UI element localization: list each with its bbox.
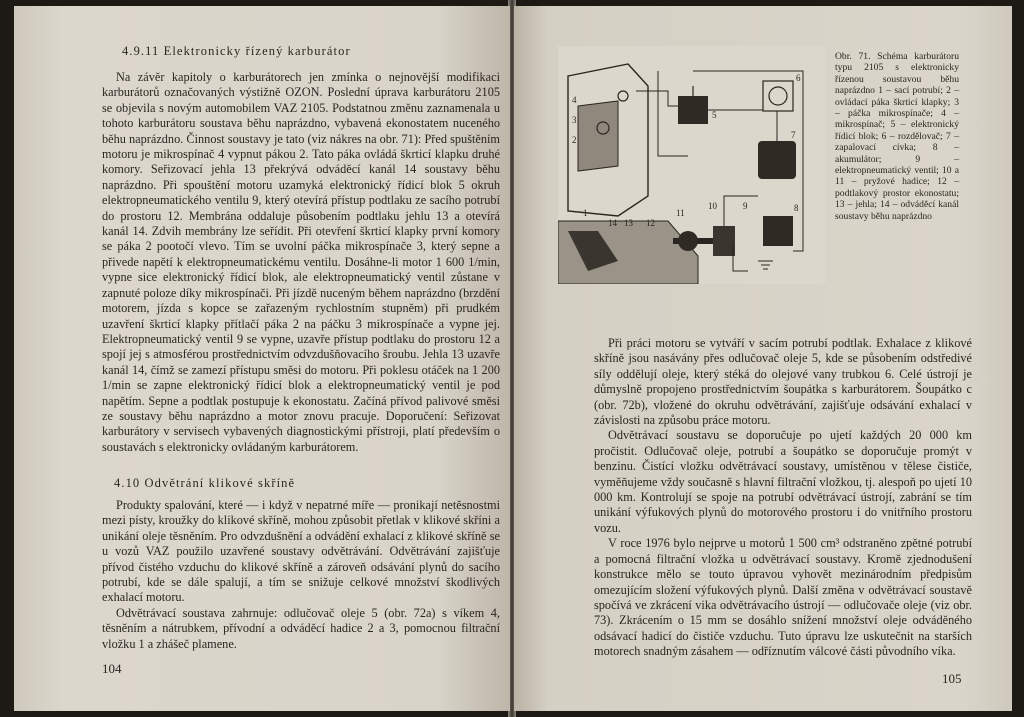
right-paragraph-1: Při práci motoru se vytváří v sacím potrubí podtlak. Exhalace z klikové skříně jsou nasávány přes odlučovač oleje 5, kde se působením odstředivé síly oddělují oleje, který stéká do olejové vany trubkou 6. Celé ústrojí je důmyslně propojeno prostřednictvím šoupátka s karburátorem. Šoupátko c (obr. 72b), vložené do okruhu odvětrávání, zajišťuje odsávání exhalací v závislosti na způsobu práce motoru. bbox=[594, 336, 972, 428]
figure-label-10: 10 bbox=[708, 201, 717, 211]
left-text-block-2 bbox=[102, 498, 500, 652]
left-text-block bbox=[102, 70, 500, 455]
figure-label-1: 1 bbox=[583, 208, 588, 218]
right-page-number: 105 bbox=[942, 671, 962, 686]
section-heading-4-9-11: 4.9.11 Elektronicky řízený karburátor bbox=[122, 44, 351, 58]
carburetor-schematic-figure bbox=[558, 46, 826, 284]
figure-label-5: 5 bbox=[712, 110, 717, 120]
figure-label-9: 9 bbox=[743, 201, 748, 211]
figure-label-8: 8 bbox=[794, 203, 799, 213]
right-page bbox=[514, 6, 1012, 711]
left-paragraph-3: Odvětrávací soustava zahrnuje: odlučovač oleje 5 (obr. 72a) s víkem 4, těsněním a nátrubkem, přívodní a odváděcí hadice 2 a 3, pomocnou filtrační vložku 1 a zhášeč plamene. bbox=[102, 605, 500, 651]
figure-label-4: 4 bbox=[572, 95, 577, 105]
left-page bbox=[14, 6, 510, 711]
figure-label-3: 3 bbox=[572, 115, 577, 125]
figure-label-13: 13 bbox=[624, 218, 633, 228]
figure-label-14: 14 bbox=[608, 218, 617, 228]
figure-label-6: 6 bbox=[796, 73, 801, 83]
left-paragraph-1: Na závěr kapitoly o karburátorech jen zmínka o nejnovější modifikaci karburátorů označovaných výstižně OZON. Poslední úprava karburátoru 2105 se objevila s novým automobilem VAZ 2105. Podstatnou změnu zaznamenala u tohoto karburátoru soustava běhu naprázdno, vybavená ekonostatem nuceného běhu naprázdno. Činnost soustavy je tato (viz nákres na obr. 71): Před spuštěním motoru je mikrospínač 4 vypnut pákou 2. Tato páka ovládá škrticí klapku druhé komory. Seřizovací jehla 13 překrývá odváděcí kanál 14 soustavy běhu naprázdno. Při spouštění motoru uzamyká elektronický řídicí blok 5 okruh elektropneumatického ventilu 9, který otevírá přístup podtlaku ze sacího potrubí do prostoru 12. Membrána oddaluje působením podtlaku jehlu 13 a otevírá kanál 14. Zdvih membrány lze seřídit. Při otevření škrticí klapky první komory se páka 2 pootočí vlevo. Tím se uvolní páčka mikrospínače 3, který sepne a přivede napětí k elektropneumatickému ventilu. Dosáhne-li motor 1 600 1/min, vypne sice elektronický řídicí blok, ale elektropneumatický ventil zůstane v zapnuté poloze díky mikrospínači. Při jízdě nuceným během naprázdno (brzdění motorem, jízda s kopce se zařazeným rychlostním stupněm) při prudkém uzavření škrticí klapky přítlačí páka 2 na páčku 3 mikrospínače a vypne jej. Elektropneumatický ventil 9 se vypne, uzavře přístup podtlaku do prostoru 12 a spojí jej s atmosférou prostřednictvím odvzdušňovacího šroubu. Jehla 13 uzavře kanál 14, čímž se zamezí přístupu směsi do motoru. Při poklesu otáček na 1 200 1/min se zapne elektronický řídicí blok a elektropneumatický ventil je pod napětím. Sepne a podtlak postupuje k ekonostatu. Začíná přívod palivové směsi ze soustavy běhu naprázdno a motor znovu pracuje. Doporučení: Seřizovat karburátory v servisech vybavených diagnostickými přístroji, platí především o soustavách s elektronicky ovládaným karburátorem. bbox=[102, 70, 500, 454]
right-text-block bbox=[594, 336, 972, 660]
right-paragraph-3: V roce 1976 bylo nejprve u motorů 1 500 cm³ odstraněno zpětné potrubí a pomocná filtrační vložka u odvětrávací soustavy. Kromě zjednodušení konstrukce mělo se touto úpravou vyhovět mezinárodním předpisům omezujícím složení výfukových plynů. Další změna v odvětrávací soustavě spočívá ve zkrácení vika odvětrávacího ústrojí — odlučovače oleje (viz obr. 73). Zkrácením o 15 mm se dosáhlo snížení množství oleje odváděného odsávací hadicí do čističe vzduchu. Tuto úpravu lze uskutečnit na starších motorech snadným zásahem — odříznutím válcové části původního víka. bbox=[594, 536, 972, 659]
figure-label-7: 7 bbox=[791, 130, 796, 140]
right-paragraph-2: Odvětrávací soustavu se doporučuje po ujetí každých 20 000 km pročistit. Odlučovač oleje, potrubí a šoupátko se doporučuje promýt v benzinu. Čistící vložku odvětrávací soustavy, umístěnou v tělese čističe, vyměňujeme vždy současně s hlavní filtrační vložkou, tj. alespoň po ujetí 10 000 km. Kontrolují se spoje na potrubí odvětrávací ústrojí, zabrání se tím unikání výfukových plynů do motorového prostoru i do vnitřního prostoru vozu. bbox=[594, 428, 972, 535]
section-heading-4-10: 4.10 Odvětrání klikové skříně bbox=[114, 476, 296, 490]
left-page-number: 104 bbox=[102, 661, 122, 676]
figure-caption: Obr. 71. Schéma karburátoru typu 2105 s elektronicky řízenou soustavou běhu naprázdno 1 – sací potrubí; 2 – ovládací páka škrticí klapky; 3 – páčka mikrospínače; 4 – mikrospínač; 5 – elektronický řídicí blok; 6 – rozdělovač; 7 – zapalovací cívka; 8 – akumulátor; 9 – elektropneumatický ventil; 10 a 11 – pryžové hadice; 12 – podtlakový prostor ekonostatu; 13 – jehla; 14 – odváděcí kanál soustavy běhu naprázdno bbox=[835, 51, 959, 222]
figure-label-12: 12 bbox=[646, 218, 655, 228]
figure-label-11: 11 bbox=[676, 208, 685, 218]
left-paragraph-2: Produkty spalování, které — i když v nepatrné míře — pronikají netěsnostmi mezi písty, kroužky do klikové skříně, mohou způsobit přetlak v klikové skříni a unikání oleje těsněním. Pro odvzdušnění a odvádění exhalací z klikové skříně se u vozů VAZ použilo uzavřené soustavy odvětrávání. Odvětrávání zajišťuje přívod čistého vzduchu do klikové skříně a zároveň odsávání plynů do sacího potrubí, kde se dále spalují, a tím se snižuje celkové množství škodlivých exhalací motoru. bbox=[102, 498, 500, 605]
figure-label-2: 2 bbox=[572, 135, 577, 145]
